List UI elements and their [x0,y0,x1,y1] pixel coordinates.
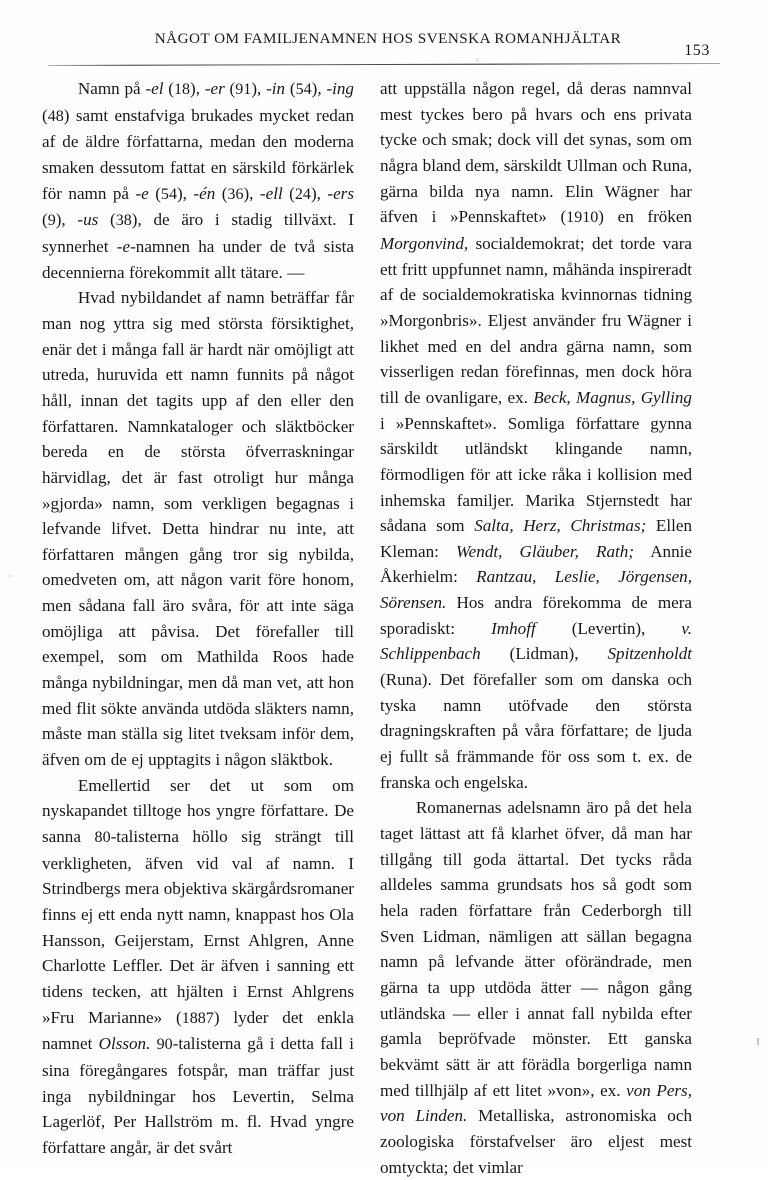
running-head [64,30,712,60]
left-column [42,76,354,1180]
page-number: 153 [684,42,710,59]
running-head-title: NÅGOT OM FAMILJENAMNEN HOS SVENSKA ROMANHJÄLTAR [154,30,622,47]
right-column [380,76,692,1180]
scan-speck [9,575,12,577]
paragraph-left-1: Namn på -el (18), -er (91), -in (54), -ing (48) samt enstafviga brukades mycket redan af de äldre författarna, medan den moderna smaken dessutom fattat en särskild förkärlek för namn på -e (54), -én (36), -ell (24), -ers (9), -us (38), de äro i stadig tillväxt. I synnerhet -e-namnen ha under de två sista decennierna förekommit allt tätare. — [42,79,354,282]
paragraph-right-2: Romanernas adelsnamn äro på det hela taget lättast att få klarhet öfver, då man har tillgång till goda ättartal. Det tycks råda alldeles samma grundsats hos så godt som hela raden författare från Cederborgh till Sven Lidman, nämligen att sällan begagna namn på lefvande ätter oförändrade, men gärna ta upp utdöda ätter — någon gång utländska — eller i annat fall nybilda efter gamla bepröfvade mönster. Ett ganska bekvämt sätt är att förädla borgerliga namn med tillhjälp af ett litet »von», ex. von Pers, von Linden. Metalliska, astronomiska och zoologiska förstafvelser äro eljest mest omtyckta; det vimlar [380,798,692,1177]
paragraph-left-3: Emellertid ser det ut som om nyskapandet tilltoge hos yngre författare. De sanna 80-talisterna höllo sig strängt till verkligheten, äfven vid val af namn. I Strindbergs mera objektiva skärgårdsromaner finns ej ett enda nytt namn, knappast hos Ola Hansson, Geijerstam, Ernst Ahlgren, Anne Charlotte Leffler. Det är äfven i sanning ett tidens tecken, att hjälten i Ernst Ahlgrens »Fru Marianne» (1887) lyder det enkla namnet Olsson. 90-talisterna gå i detta fall i sina föregångares fotspår, man träffar just inga nybildningar hos Levertin, Selma Lagerlöf, Per Hallström m. fl. Hvad yngre författare angår, är det svårt [42,775,355,1157]
paragraph-left-2: Hvad nybildandet af namn beträffar får man nog yttra sig med största försiktighet, enär det i många fall är hardt när omöjligt att utreda, huruvida ett namn funnits på något håll, innan det tagits upp af den eller den författaren. Namnkataloger och släktböcker bereda en de största öfverraskningar härvidlag, det är fast otroligt hur många »gjorda» namn, som verkligen begagnas i lefvande lifvet. Detta hindrar nu inte, att författaren mången gång tror sig nybilda, omedveten om, att någon varit före honom, men sådana fall äro svåra, för att inte säga omöjliga att påvisa. Det förefaller till exempel, som om Mathilda Roos hade många nybildningar, men då man vet, att hon med flit sökte använda utdöda släkters namn, måste man ställa sig litet tveksam inför dem, äfven om de ej upptagits i någon släktbok. [42,288,354,770]
header-rule [48,63,720,66]
paragraph-right-1: att uppställa någon regel, då deras namnval mest tyckes bero på hvars och ens privata tycke och smak; dock vill det synas, som om några bland dem, särskildt Ullman och Runa, gärna bilda nya namn. Elin Wägner har äfven i »Pennskaftet» (1910) en fröken Morgonvind, socialdemokrat; det torde vara ett fritt uppfunnet namn, måhända inspireradt af de socialdemokratiska kvinnornas tidning »Morgonbris». Eljest använder fru Wägner i likhet med en del andra gärna namn, som visserligen redan förefinnas, men dock höra till de ovanligare, ex. Beck, Magnus, Gylling i »Pennskaftet». Somliga författare gynna särskildt utländskt klingande namn, förmodligen för att icke råka i kollision med inhemska familjer. Marika Stjernstedt har sådana som Salta, Herz, Christmas; Ellen Kleman: Wendt, Gläuber, Rath; Annie Åkerhielm: Rantzau, Leslie, Jörgensen, Sörensen. Hos andra förekomma de mera sporadiskt: Imhoff (Levertin), v. Schlippenbach (Lidman), Spitzenholdt (Runa). Det förefaller som om danska och tyska namn utöfvade den största dragningskraften på våra författare; de ljuda ej fullt så främmande för oss som t. ex. de franska och engelska. [380,79,693,792]
scan-speck [757,1038,759,1045]
text-columns [42,76,726,1180]
